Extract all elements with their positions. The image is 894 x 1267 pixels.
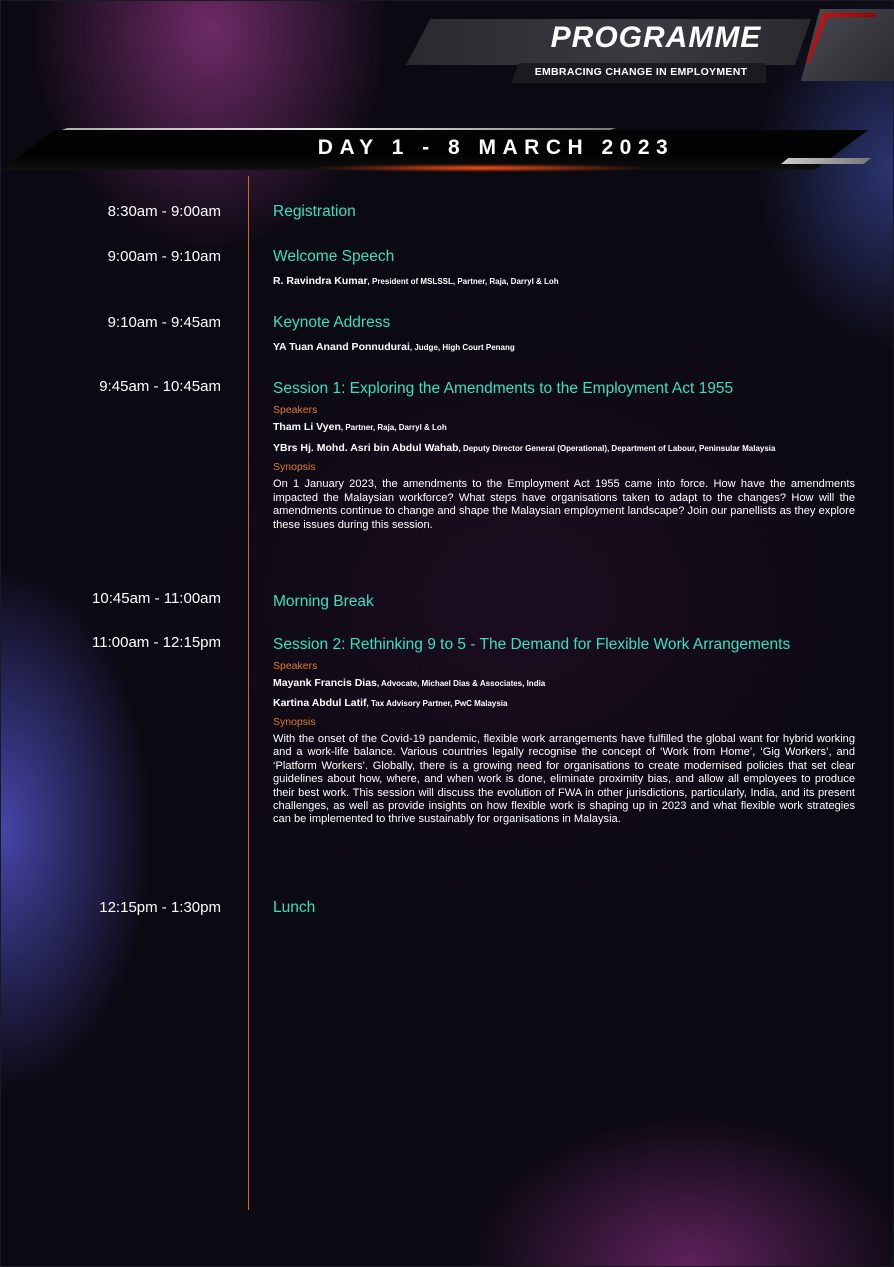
slot-time: 9:10am - 9:45am — [107, 314, 221, 331]
speaker-name: Kartina Abdul Latif — [273, 696, 367, 709]
day-banner — [1, 124, 894, 176]
speaker — [273, 438, 855, 460]
speaker-role: , Advocate, Michael Dias & Associates, India — [376, 679, 546, 688]
day-date-heading: DAY 1 - 8 MARCH 2023 — [317, 136, 675, 159]
programme-badge — [406, 9, 894, 84]
speaker — [273, 694, 855, 714]
slot-title: Registration — [273, 203, 356, 220]
speaker-name: R. Ravindra Kumar — [273, 275, 368, 287]
timeline-divider — [248, 176, 249, 1210]
programme-subtitle: EMBRACING CHANGE IN EMPLOYMENT — [534, 66, 748, 78]
slot-time: 12:15pm - 1:30pm — [99, 899, 221, 916]
speaker-role: , Partner, Raja, Darryl & Loh — [340, 423, 447, 432]
speaker-name: Mayank Francis Dias — [273, 677, 377, 689]
speakers-label: Speakers — [273, 404, 318, 416]
synopsis-label: Synopsis — [273, 715, 316, 728]
slot-title: Lunch — [273, 899, 316, 916]
slot-title: Welcome Speech — [273, 248, 395, 265]
speaker — [273, 674, 855, 694]
slot-time: 10:45am - 11:00am — [92, 590, 221, 607]
slot-time: 9:45am - 10:45am — [99, 378, 221, 395]
synopsis-text: On 1 January 2023, the amendments to the Employment Act 1955 came into force. How have the amendments impacted the Malaysian workforce? What steps have organisations taken to adapt to the changes? How will the amendments continue to change and shape the Malaysian employment landscape? Join our panellists as they explore these issues during this session. — [273, 478, 855, 531]
slot-time: 11:00am - 12:15pm — [92, 634, 221, 651]
banner-glow — [321, 164, 641, 172]
speaker — [273, 418, 855, 438]
speaker-role: , Tax Advisory Partner, PwC Malaysia — [366, 698, 508, 708]
speaker-name: YBrs Hj. Mohd. Asri bin Abdul Wahab — [273, 441, 459, 454]
slot-title: Keynote Address — [273, 314, 391, 331]
slot-title: Session 1: Exploring the Amendments to the Employment Act 1955 — [273, 380, 734, 397]
slot-time: 8:30am - 9:00am — [107, 203, 221, 220]
slot-time: 9:00am - 9:10am — [107, 248, 221, 265]
programme-title: PROGRAMME — [550, 21, 762, 54]
speaker-role: , President of MSLSSL, Partner, Raja, Darryl & Loh — [367, 277, 559, 286]
speaker-role: , Judge, High Court Penang — [409, 343, 515, 352]
synopsis-text: With the onset of the Covid-19 pandemic, flexible work arrangements have fulfilled the global want for hybrid working and a work-life balance. Various countries legally recognise the concept of ‘Work from Home’, ‘Gig Workers’, and ‘Platform Workers’. Globally, there is a growing need for organisations to create modernised policies that set clear guidelines about how, where, and when work is done, eliminate proximity bias, and allow all employees to produce their best work. This session will discuss the evolution of FWA in other jurisdictions, particularly, India, and its present challenges, as well as provide insights on how flexible work is shaping up in 2023 and what flexible work strategies can be implemented to thrive sustainably for organisations in Malaysia. — [273, 732, 855, 826]
speaker-name: Tham Li Vyen — [273, 421, 341, 433]
speaker — [273, 272, 855, 292]
speakers-label: Speakers — [273, 660, 318, 672]
speaker — [273, 338, 855, 358]
speaker-role: , Deputy Director General (Operational), Department of Labour, Peninsular Malaysia — [458, 443, 776, 453]
synopsis-label: Synopsis — [273, 461, 316, 474]
slot-title: Session 2: Rethinking 9 to 5 - The Demand for Flexible Work Arrangements — [273, 636, 791, 653]
slot-title: Morning Break — [273, 593, 374, 610]
speaker-name: YA Tuan Anand Ponnudurai — [273, 341, 410, 353]
